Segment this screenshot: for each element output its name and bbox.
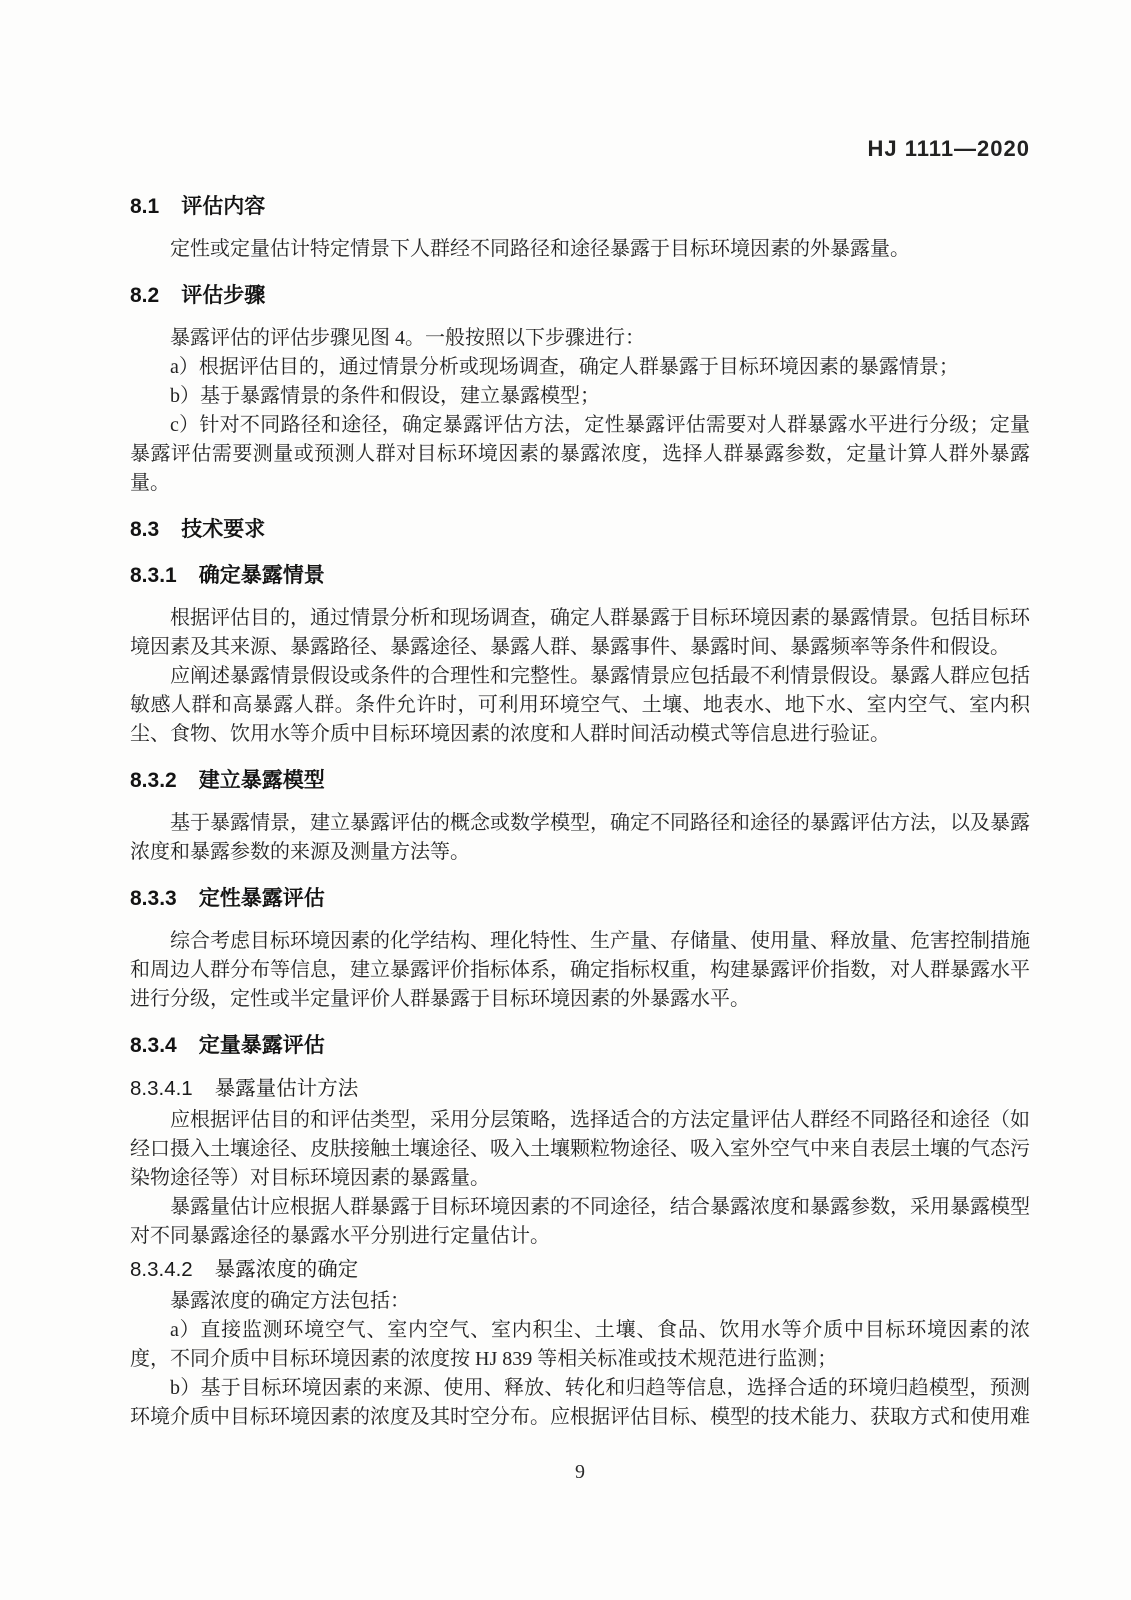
section-number: 8.3.4.1 [130, 1077, 193, 1100]
section-heading-8-1 [130, 192, 1030, 221]
document-number-header: HJ 1111—2020 [867, 136, 1030, 161]
section-number: 8.3.1 [130, 564, 177, 587]
list-item-b: b）基于目标环境因素的来源、使用、释放、转化和归趋等信息，选择合适的环境归趋模型，预测环境介质中目标环境因素的浓度及其时空分布。应根据评估目标、模型的技术能力、获取方式和使用难 [130, 1377, 1030, 1428]
paragraph: 暴露量估计应根据人群暴露于目标环境因素的不同途径，结合暴露浓度和暴露参数，采用暴露模型对不同暴露途径的暴露水平分别进行定量估计。 [130, 1196, 1030, 1247]
list-item-b: b）基于暴露情景的条件和假设，建立暴露模型； [170, 385, 600, 407]
section-title: 确定暴露情景 [198, 564, 325, 587]
section-heading-8-3 [130, 515, 1030, 544]
paragraph: 应阐述暴露情景假设或条件的合理性和完整性。暴露情景应包括最不利情景假设。暴露人群应包括敏感人群和高暴露人群。条件允许时，可利用环境空气、土壤、地表水、地下水、室内空气、室内积尘、食物、饮用水等介质中目标环境因素的浓度和人群时间活动模式等信息进行验证。 [130, 665, 1030, 745]
section-heading-8-2 [130, 281, 1030, 310]
section-heading-8-3-3 [130, 884, 1030, 913]
section-number: 8.3.3 [130, 887, 177, 910]
section-number: 8.3.2 [130, 769, 177, 792]
list-item-a: a）根据评估目的，通过情景分析或现场调查，确定人群暴露于目标环境因素的暴露情景； [170, 356, 959, 378]
section-heading-8-3-4 [130, 1031, 1030, 1060]
section-title: 暴露量估计方法 [214, 1078, 359, 1100]
section-number: 8.3.4.2 [130, 1258, 193, 1281]
section-number: 8.3 [130, 518, 160, 541]
paragraph: 基于暴露情景，建立暴露评估的概念或数学模型，确定不同路径和途径的暴露评估方法，以及暴露浓度和暴露参数的来源及测量方法等。 [130, 812, 1030, 863]
list-item-c: c）针对不同路径和途径，确定暴露评估方法，定性暴露评估需要对人群暴露水平进行分级；定量暴露评估需要测量或预测人群对目标环境因素的暴露浓度，选择人群暴露参数，定量计算人群外暴露量。 [130, 414, 1030, 494]
paragraph: 暴露评估的评估步骤见图 4。一般按照以下步骤进行： [170, 327, 645, 349]
paragraph: 根据评估目的，通过情景分析和现场调查，确定人群暴露于目标环境因素的暴露情景。包括目标环境因素及其来源、暴露路径、暴露途径、暴露人群、暴露事件、暴露时间、暴露频率等条件和假设。 [130, 607, 1030, 658]
paragraph: 应根据评估目的和评估类型，采用分层策略，选择适合的方法定量评估人群经不同路径和途径（如经口摄入土壤途径、皮肤接触土壤途径、吸入土壤颗粒物途径、吸入室外空气中来自表层土壤的气态污染物途径等）对目标环境因素的暴露量。 [130, 1109, 1030, 1189]
section-number: 8.2 [130, 284, 160, 307]
section-title: 暴露浓度的确定 [214, 1259, 359, 1281]
section-title: 定性暴露评估 [198, 887, 325, 910]
paragraph: 定性或定量估计特定情景下人群经不同路径和途径暴露于目标环境因素的外暴露量。 [170, 238, 910, 260]
paragraph: 暴露浓度的确定方法包括： [170, 1290, 410, 1312]
section-heading-8-3-2 [130, 766, 1030, 795]
page-number: 9 [575, 1461, 585, 1483]
list-item-a: a）直接监测环境空气、室内空气、室内积尘、土壤、食品、饮用水等介质中目标环境因素的浓度，不同介质中目标环境因素的浓度按 HJ 839 等相关标准或技术规范进行监测； [130, 1319, 1030, 1370]
paragraph: 综合考虑目标环境因素的化学结构、理化特性、生产量、存储量、使用量、释放量、危害控制措施和周边人群分布等信息，建立暴露评价指标体系，确定指标权重，构建暴露评价指数，对人群暴露水平进行分级，定性或半定量评价人群暴露于目标环境因素的外暴露水平。 [130, 930, 1030, 1010]
section-title: 建立暴露模型 [198, 769, 325, 792]
section-number: 8.1 [130, 195, 160, 218]
section-number: 8.3.4 [130, 1034, 177, 1057]
section-title: 评估步骤 [181, 284, 266, 307]
section-title: 定量暴露评估 [198, 1034, 325, 1057]
section-title: 评估内容 [181, 195, 266, 218]
section-heading-8-3-4-1 [130, 1074, 1030, 1104]
section-title: 技术要求 [181, 518, 266, 541]
section-heading-8-3-4-2 [130, 1255, 1030, 1285]
section-heading-8-3-1 [130, 561, 1030, 590]
